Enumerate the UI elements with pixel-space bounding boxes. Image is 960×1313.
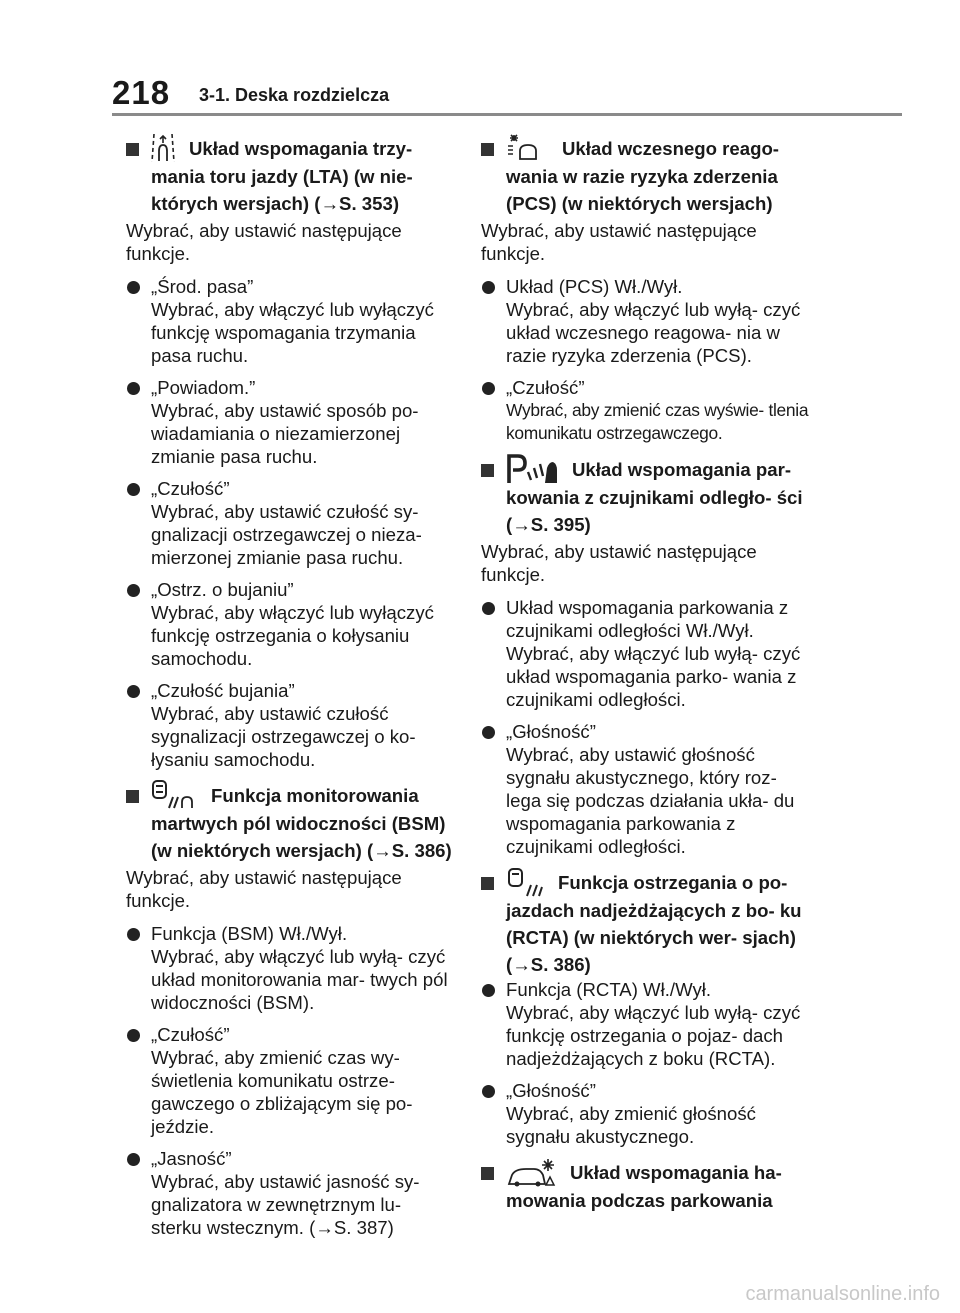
section-heading bbox=[481, 133, 811, 217]
item-description: Wybrać, aby ustawić głośność sygnału akustycznego, który roz- lega się podczas działania ukła- du wspomagania parkowania z czujnikami odległości. bbox=[506, 744, 795, 857]
list-item bbox=[126, 679, 456, 771]
parking-sensor-icon bbox=[506, 454, 558, 484]
list-item bbox=[481, 1079, 811, 1148]
item-title: „Czułość” bbox=[506, 377, 585, 398]
round-bullet bbox=[127, 928, 140, 941]
round-bullet bbox=[127, 382, 140, 395]
item-title: „Czułość” bbox=[151, 1024, 230, 1045]
square-bullet bbox=[481, 143, 494, 156]
list-item bbox=[126, 578, 456, 670]
pre-collision-icon bbox=[506, 133, 548, 163]
round-bullet bbox=[482, 984, 495, 997]
round-bullet bbox=[482, 602, 495, 615]
heading-text: Funkcja ostrzegania o po- jazdach nadjeżdżających z bo- ku (RCTA) (w niektórych wer- sjach) (→S. 386) bbox=[506, 872, 802, 975]
rear-cross-traffic-icon bbox=[506, 867, 544, 897]
heading-text: Układ wspomagania trzy- mania toru jazdy (LTA) (w nie- których wersjach) (→S. 353) bbox=[151, 138, 413, 214]
item-description: Wybrać, aby zmienić czas wyświe- tlenia komunikatu ostrzegawczego. bbox=[506, 400, 809, 443]
section-heading bbox=[481, 1157, 811, 1214]
list-item bbox=[126, 1147, 456, 1239]
round-bullet bbox=[127, 685, 140, 698]
section-heading bbox=[481, 867, 811, 978]
item-description: Wybrać, aby ustawić jasność sy- gnalizatora w zewnętrznym lu- sterku wstecznym. (→S. 387) bbox=[151, 1171, 420, 1238]
item-description: Wybrać, aby ustawić sposób po- wiadamiania o niezamierzonej zmianie pasa ruchu. bbox=[151, 400, 419, 467]
round-bullet bbox=[482, 726, 495, 739]
round-bullet bbox=[127, 1153, 140, 1166]
lane-trace-icon bbox=[151, 133, 175, 163]
heading-text: Układ wspomagania ha- mowania podczas parkowania bbox=[506, 1162, 782, 1211]
section-intro: Wybrać, aby ustawić następujące funkcje. bbox=[126, 867, 402, 911]
item-title: Układ wspomagania parkowania z czujnikami odległości Wł./Wył. bbox=[506, 597, 789, 641]
parking-brake-assist-icon bbox=[506, 1157, 556, 1187]
item-description: Wybrać, aby włączyć lub wyłą- czyć układ wspomagania parko- wania z czujnikami odległości. bbox=[506, 643, 801, 710]
square-bullet bbox=[126, 790, 139, 803]
item-title: „Jasność” bbox=[151, 1148, 232, 1169]
section-heading bbox=[126, 780, 456, 864]
heading-text: Układ wczesnego reago- wania w razie ryzyka zderzenia (PCS) (w niektórych wersjach) bbox=[506, 138, 779, 214]
feature-section bbox=[481, 867, 811, 1148]
list-item bbox=[481, 376, 811, 445]
item-description: Wybrać, aby włączyć lub wyłą- czyć układ wczesnego reagowa- nia w razie ryzyka zderzenia (PCS). bbox=[506, 299, 801, 366]
page-number: 218 bbox=[112, 74, 171, 111]
section-heading bbox=[126, 133, 456, 217]
list-item bbox=[126, 275, 456, 367]
section-title: 3-1. Deska rozdzielcza bbox=[199, 85, 390, 105]
round-bullet bbox=[127, 1029, 140, 1042]
right-column bbox=[481, 133, 811, 1222]
list-item bbox=[126, 922, 456, 1014]
list-item bbox=[481, 596, 811, 711]
round-bullet bbox=[127, 584, 140, 597]
item-description: Wybrać, aby zmienić głośność sygnału akustycznego. bbox=[506, 1103, 756, 1147]
list-item bbox=[126, 376, 456, 468]
square-bullet bbox=[126, 143, 139, 156]
round-bullet bbox=[482, 1085, 495, 1098]
round-bullet bbox=[127, 281, 140, 294]
left-column bbox=[126, 133, 456, 1248]
item-title: „Ostrz. o bujaniu” bbox=[151, 579, 294, 600]
header-rule bbox=[112, 113, 902, 116]
item-description: Wybrać, aby włączyć lub wyłączyć funkcję ostrzegania o kołysaniu samochodu. bbox=[151, 602, 434, 669]
heading-text: Układ wspomagania par- kowania z czujnikami odległo- ści (→S. 395) bbox=[506, 459, 803, 535]
blind-spot-monitor-icon bbox=[151, 780, 197, 810]
round-bullet bbox=[482, 382, 495, 395]
item-description: Wybrać, aby włączyć lub wyłą- czyć funkcję ostrzegania o pojaz- dach nadjeżdżających z boku (RCTA). bbox=[506, 1002, 801, 1069]
item-title: „Środ. pasa” bbox=[151, 276, 254, 297]
feature-section bbox=[126, 780, 456, 1239]
square-bullet bbox=[481, 1167, 494, 1180]
list-item bbox=[481, 720, 811, 858]
square-bullet bbox=[481, 877, 494, 890]
item-title: „Czułość bujania” bbox=[151, 680, 295, 701]
item-title: „Głośność” bbox=[506, 1080, 596, 1101]
item-description: Wybrać, aby włączyć lub wyłączyć funkcję wspomagania trzymania pasa ruchu. bbox=[151, 299, 434, 366]
heading-text: Funkcja monitorowania martwych pól widoczności (BSM) (w niektórych wersjach) (→S. 386) bbox=[151, 785, 452, 861]
list-item bbox=[481, 978, 811, 1070]
list-item bbox=[126, 1023, 456, 1138]
item-description: Wybrać, aby włączyć lub wyłą- czyć układ monitorowania mar- twych pól widoczności (BSM). bbox=[151, 946, 448, 1013]
feature-section bbox=[126, 133, 456, 771]
item-description: Wybrać, aby zmienić czas wy- świetlenia komunikatu ostrze- gawczego o zbliżającym się po- jeździe. bbox=[151, 1047, 413, 1137]
item-description: Wybrać, aby ustawić czułość sygnalizacji ostrzegawczej o ko- łysaniu samochodu. bbox=[151, 703, 416, 770]
list-item bbox=[481, 275, 811, 367]
item-title: „Powiadom.” bbox=[151, 377, 256, 398]
item-title: Funkcja (BSM) Wł./Wył. bbox=[151, 923, 348, 944]
square-bullet bbox=[481, 464, 494, 477]
item-title: Układ (PCS) Wł./Wył. bbox=[506, 276, 683, 297]
section-heading bbox=[481, 454, 811, 538]
item-description: Wybrać, aby ustawić czułość sy- gnalizacji ostrzegawczej o nieza- mierzonej zmianie pasa ruchu. bbox=[151, 501, 422, 568]
item-title: „Czułość” bbox=[151, 478, 230, 499]
feature-section bbox=[481, 133, 811, 445]
section-intro: Wybrać, aby ustawić następujące funkcje. bbox=[481, 541, 757, 585]
item-title: „Głośność” bbox=[506, 721, 596, 742]
round-bullet bbox=[127, 483, 140, 496]
list-item bbox=[126, 477, 456, 569]
section-intro: Wybrać, aby ustawić następujące funkcje. bbox=[481, 220, 757, 264]
round-bullet bbox=[482, 281, 495, 294]
feature-section bbox=[481, 454, 811, 858]
item-title: Funkcja (RCTA) Wł./Wył. bbox=[506, 979, 712, 1000]
section-intro: Wybrać, aby ustawić następujące funkcje. bbox=[126, 220, 402, 264]
feature-section bbox=[481, 1157, 811, 1214]
watermark-logo: carmanualsonline.info bbox=[745, 1283, 940, 1305]
